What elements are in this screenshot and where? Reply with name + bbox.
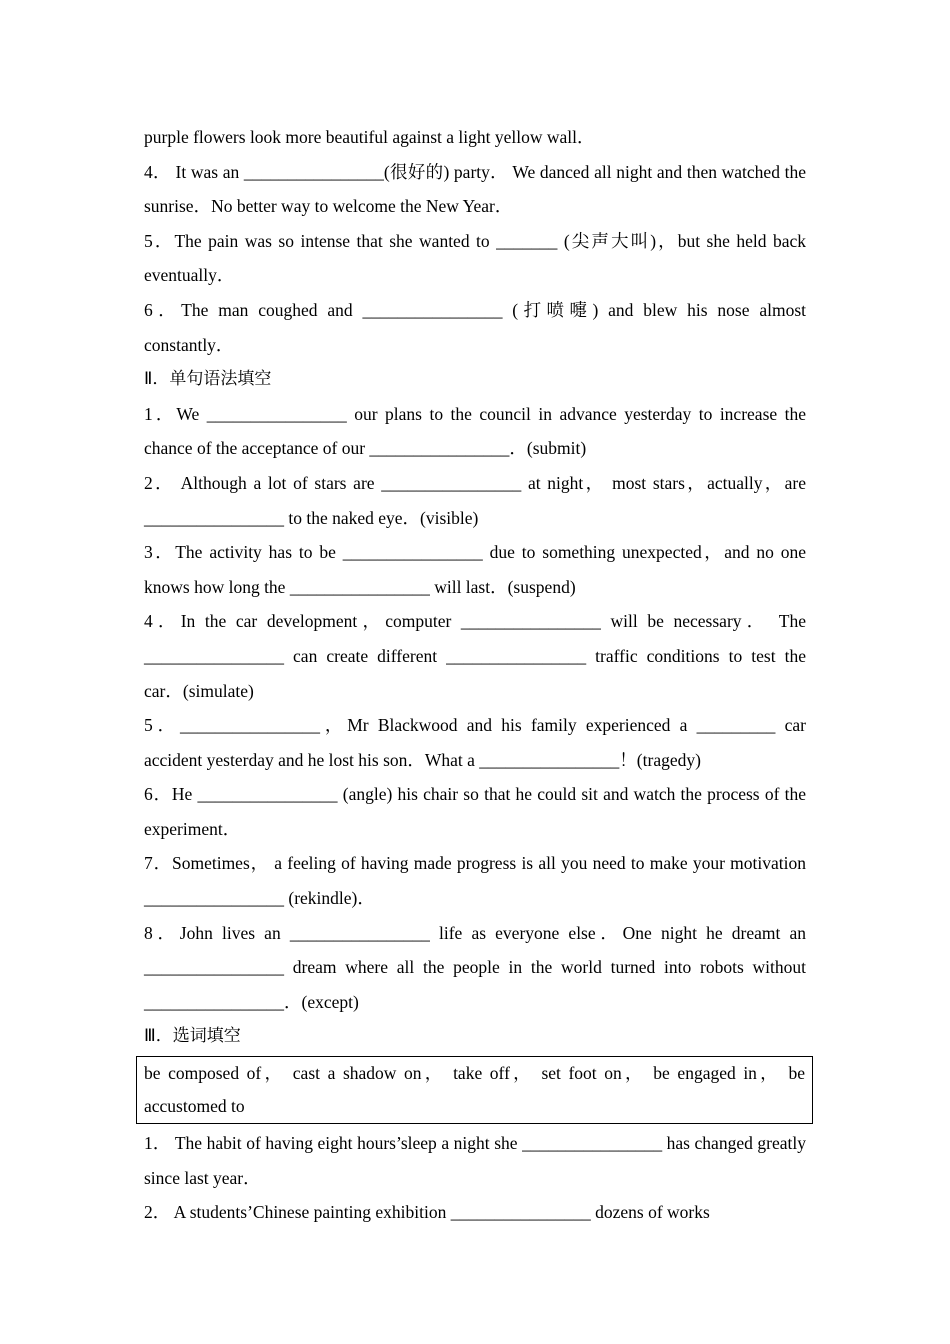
grammar-item-5: 5．________________，Mr Blackwood and his family experienced a _________ car accident yesterday and he lost his son．What a ________________！(tragedy) — [144, 715, 806, 770]
grammar-item-4: 4．In the car development，computer ________________ will be necessary． The ________________ can create different ________________ traffic conditions to test the car．(simulate) — [144, 611, 806, 701]
section-2-heading: Ⅱ．单句语法填空 — [144, 369, 272, 390]
grammar-item-2: 2． Although a lot of stars are ________________ at night， most stars，actually，are ________________ to the naked eye．(visible) — [144, 472, 806, 528]
question-5: 5．The pain was so intense that she wanted to _______ (尖声大叫)，but she held back eventually． — [144, 230, 806, 286]
question-4: 4． It was an ________________(很好的) party． We danced all night and then watched the sunrise．No better way to welcome the New Year． — [144, 161, 806, 217]
grammar-item-8: 8．John lives an ________________ life as everyone else．One night he dreamt an ________________ dream where all the people in the world turned into robots without ________________．(except) — [144, 922, 806, 1012]
grammar-item-3: 3．The activity has to be ________________ due to something unexpected，and no one knows how long the ________________ will last．(suspend) — [144, 542, 806, 597]
fill-item-2: 2． A students’Chinese painting exhibition ________________ dozens of works — [144, 1202, 710, 1223]
word-bank-box: be composed of， cast a shadow on， take off， set foot on， be engaged in， be accustomed to — [136, 1056, 813, 1124]
grammar-item-7: 7．Sometimes， a feeling of having made progress is all you need to make your motivation ________________ (rekindle)． — [144, 853, 806, 909]
fill-item-1: 1． The habit of having eight hours’sleep a night she ________________ has changed greatly since last year． — [144, 1133, 806, 1188]
paragraph-continuation: purple flowers look more beautiful against a light yellow wall． — [144, 127, 595, 147]
question-6: 6．The man coughed and ________________ (打喷嚏) and blew his nose almost constantly． — [144, 299, 806, 355]
grammar-item-1: 1．We ________________ our plans to the council in advance yesterday to increase the chance of the acceptance of our ________________．(submit) — [144, 403, 806, 459]
section-3-heading: Ⅲ．选词填空 — [144, 1026, 241, 1047]
grammar-item-6: 6．He ________________ (angle) his chair so that he could sit and watch the process of the experiment． — [144, 784, 806, 839]
document-body — [144, 120, 806, 1230]
